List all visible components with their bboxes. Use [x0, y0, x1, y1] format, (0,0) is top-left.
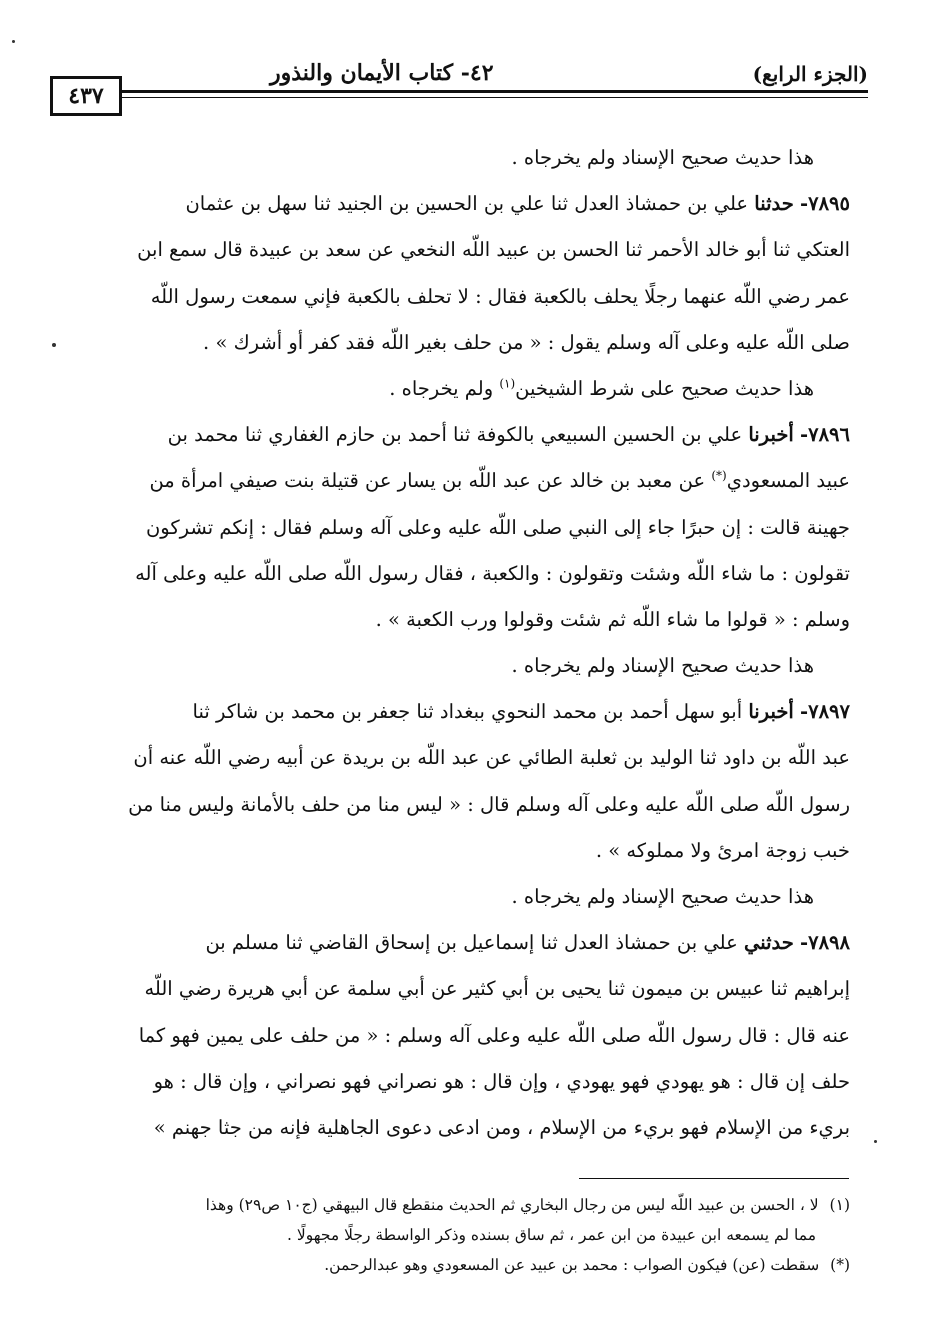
header-rule-thick — [118, 90, 868, 93]
hadith-7898-line-1 — [48, 920, 850, 966]
text-segment: عبيد المسعودي — [726, 469, 850, 493]
hadith-number: ٧٨٩٦- — [800, 423, 850, 447]
hadith-number: ٧٨٩٧- — [800, 700, 850, 724]
main-text — [48, 135, 850, 1151]
hadith-7895-line-1 — [48, 181, 850, 227]
footnote-text: لا ، الحسن بن عبيد اللّه ليس من رجال البخاري ثم الحديث منقطع قال البيهقي (ج١٠ ص٢٩) وهذا — [205, 1196, 819, 1214]
header-rule-thin — [118, 97, 868, 98]
text-line: حلف إن قال : هو يهودي فهو يهودي ، وإن قال : هو نصراني فهو نصراني ، وإن قال : هو — [153, 1069, 850, 1093]
hadith-7897-line-1 — [48, 689, 850, 735]
hadith-7896-line-1 — [48, 412, 850, 458]
hadith-lead-word: أخبرنا — [748, 423, 794, 447]
text-line: العتكي ثنا أبو خالد الأحمر ثنا الحسن بن عبيد اللّه النخعي عن سعد بن عبيدة قال سمع ابن — [137, 238, 850, 262]
text-line: علي بن الحسين السبيعي بالكوفة ثنا أحمد بن حازم الغفاري ثنا محمد بن — [167, 423, 743, 447]
volume-label: (الجزء الرابع) — [752, 62, 868, 86]
text-segment: عن معبد بن خالد عن عبد اللّه بن يسار عن قتيلة بنت صيفي امرأة من — [149, 469, 706, 493]
footnote-1-continued: مما لم يسمعه ابن عبيدة من ابن عمر ، ثم ساق بسنده وذكر الواسطة رجلًا مجهولًا . — [287, 1226, 816, 1244]
text-line: بريء من الإسلام فهو بريء من الإسلام ، ومن ادعى دعوى الجاهلية فإنه من جثا جهنم » — [153, 1115, 850, 1139]
text-line: إبراهيم ثنا عبيس بن ميمون ثنا يحيى بن أبي كثير عن أبي سلمة عن أبي هريرة رضي اللّه — [144, 977, 850, 1001]
page-header — [50, 52, 868, 109]
text-line: أبو سهل أحمد بن محمد النحوي ببغداد ثنا جعفر بن محمد بن شاكر ثنا — [192, 700, 743, 724]
text-line — [48, 458, 850, 504]
page-number: ٤٣٧ — [50, 76, 122, 116]
hadith-lead-word: حدثني — [743, 931, 794, 955]
scan-speck — [52, 343, 56, 347]
text-line: خبب زوجة امرئ ولا مملوكه » . — [595, 838, 850, 862]
footnote-mark: (١) — [829, 1196, 850, 1214]
verdict-line — [48, 366, 850, 412]
text-line: علي بن حمشاذ العدل ثنا إسماعيل بن إسحاق القاضي ثنا مسلم بن — [205, 931, 738, 955]
verdict-text: هذا حديث صحيح على شرط الشيخين — [515, 376, 814, 400]
footnote-1 — [48, 1190, 850, 1220]
footnote-2 — [48, 1250, 850, 1280]
text-line: عبد اللّه بن داود ثنا الوليد بن ثعلبة الطائي عن عبد اللّه بن بريدة عن أبيه رضي اللّه عنه أن — [133, 746, 850, 770]
text-line: علي بن حمشاذ العدل ثنا علي بن الحسين بن الجنيد ثنا سهل بن عثمان — [185, 192, 749, 216]
hadith-lead-word: حدثنا — [754, 192, 794, 216]
footnote-ref: (*) — [711, 468, 727, 483]
verdict-text: ولم يخرجاه . — [389, 376, 494, 400]
footnote-mark: (*) — [830, 1256, 850, 1274]
scan-speck — [12, 40, 15, 43]
text-line: صلى اللّه عليه وعلى آله وسلم يقول : « من حلف بغير اللّه فقد كفر أو أشرك » . — [203, 330, 850, 354]
text-line: وسلم : « قولوا ما شاء اللّه ثم شئت وقولوا ورب الكعبة » . — [375, 607, 850, 631]
verdict-line: هذا حديث صحيح الإسناد ولم يخرجاه . — [511, 654, 814, 678]
footnote-ref: (١) — [499, 376, 516, 391]
hadith-number: ٧٨٩٨- — [800, 931, 850, 955]
footnote-separator — [579, 1178, 849, 1179]
footnotes — [48, 1190, 850, 1280]
hadith-lead-word: أخبرنا — [748, 700, 794, 724]
text-line: عنه قال : قال رسول اللّه صلى اللّه عليه وعلى آله وسلم : « من حلف على يمين فهو كما — [138, 1023, 850, 1047]
scan-speck — [874, 1140, 877, 1143]
verdict-line: هذا حديث صحيح الإسناد ولم يخرجاه . — [511, 885, 814, 908]
text-line: تقولون : ما شاء اللّه وشئت وتقولون : والكعبة ، فقال رسول اللّه صلى اللّه عليه وعلى آله — [135, 561, 850, 585]
chapter-title: ٤٢- كتاب الأيمان والنذور — [270, 60, 494, 86]
footnote-text: سقطت (عن) فيكون الصواب : محمد بن عبيد عن المسعودي وهو عبدالرحمن. — [324, 1256, 820, 1274]
text-line: جهينة قالت : إن حبرًا جاء إلى النبي صلى اللّه عليه وعلى آله وسلم فقال : إنكم تشركون — [145, 515, 850, 539]
verdict-line: هذا حديث صحيح الإسناد ولم يخرجاه . — [511, 146, 814, 169]
text-line: عمر رضي اللّه عنهما رجلًا يحلف بالكعبة فقال : لا تحلف بالكعبة فإني سمعت رسول اللّه — [150, 284, 850, 308]
text-line: رسول اللّه صلى اللّه عليه وعلى آله وسلم قال : « ليس منا من حلف بالأمانة وليس منا من — [128, 792, 850, 816]
hadith-number: ٧٨٩٥- — [800, 192, 850, 216]
